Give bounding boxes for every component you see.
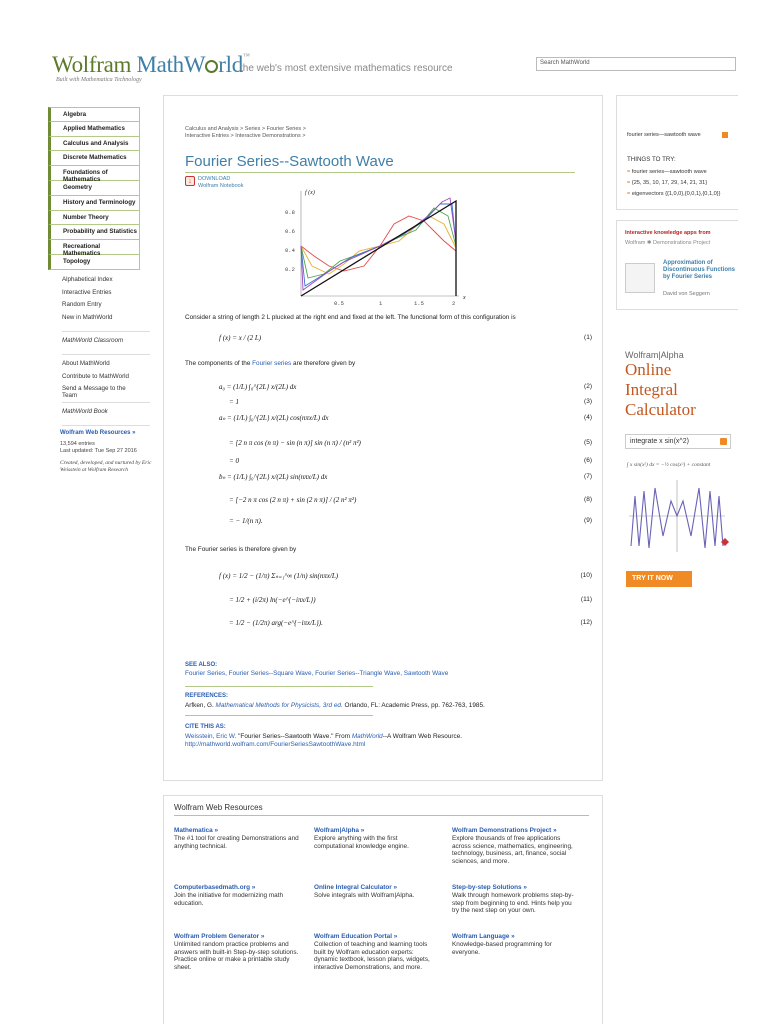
topic-link[interactable]: Algebra xyxy=(48,107,140,122)
author-link[interactable]: Weisstein, Eric W. xyxy=(185,733,237,740)
see-also-links[interactable]: Fourier Series, Fourier Series--Square Wave, Fourier Series--Triangle Wave, Sawtooth Wave xyxy=(185,670,449,677)
nav-divider xyxy=(62,402,150,403)
header xyxy=(0,0,768,95)
nav-divider xyxy=(62,331,150,332)
left-nav xyxy=(48,107,140,431)
nav-divider xyxy=(62,425,150,426)
things-to-try-list xyxy=(627,167,720,200)
article xyxy=(163,95,603,781)
equation: = 1 xyxy=(229,398,239,406)
topic-link[interactable]: Geometry xyxy=(48,181,140,196)
nav-links xyxy=(48,270,140,426)
resource-item xyxy=(174,933,299,971)
integral-plot xyxy=(625,476,731,556)
equation: f (x) = x / (2 L) xyxy=(219,334,262,342)
topic-link[interactable]: Calculus and Analysis xyxy=(48,137,140,152)
bullet-icon: = xyxy=(627,180,632,186)
paragraph-2: The components of the Fourier series are therefore given by xyxy=(185,360,356,367)
logo-math: MathW rld xyxy=(136,52,243,77)
resource-item xyxy=(314,933,439,971)
nav-link[interactable]: Interactive Entries xyxy=(62,288,112,296)
equation-number: (11) xyxy=(580,596,592,603)
resource-link[interactable]: Mathematica » xyxy=(174,827,219,834)
integral-input[interactable]: integrate x sin(x^2) xyxy=(625,434,731,449)
last-updated: Last updated: Tue Sep 27 2016 xyxy=(60,448,137,454)
resource-link[interactable]: Wolfram Education Portal » xyxy=(314,933,398,940)
go-icon[interactable] xyxy=(722,132,728,138)
resource-description: Knowledge-based programming for everyone. xyxy=(452,941,552,956)
breadcrumb xyxy=(185,126,445,140)
equation-number: (5) xyxy=(584,439,592,446)
equation: = [−2 n π cos (2 n π) + sin (2 n π)] / (2 n² π²) xyxy=(229,496,357,504)
resource-link[interactable]: Wolfram|Alpha » xyxy=(314,827,365,834)
plot-ylabel: f (x) xyxy=(305,190,315,196)
title-divider xyxy=(185,172,575,173)
references-heading: REFERENCES: xyxy=(185,693,229,699)
tagline: the web's most extensive mathematics resource xyxy=(240,63,453,74)
integral-calculator-ad: Wolfram|Alpha Online Integral Calculator xyxy=(625,350,735,420)
resource-item xyxy=(314,884,439,900)
demo-title-link[interactable]: Approximation of Discontinuous Functions by Fourier Series xyxy=(663,260,735,280)
plot-y-tick: 0.2 xyxy=(285,266,295,273)
section-divider xyxy=(185,715,373,716)
plot-y-tick: 0.8 xyxy=(285,209,295,216)
nav-link[interactable]: Contribute to MathWorld xyxy=(62,372,129,380)
resource-description: Join the initiative for modernizing math education. xyxy=(174,892,284,907)
credit: Created, developed, and nurtured by Eric Weisstein at Wolfram Research xyxy=(60,460,152,473)
breadcrumb-line[interactable]: Interactive Entries > Interactive Demonstrations > xyxy=(185,133,306,139)
nav-link[interactable]: Alphabetical Index xyxy=(62,275,113,283)
demo-thumbnail[interactable] xyxy=(625,263,655,293)
logo-subtitle: Built with Mathematica Technology xyxy=(56,77,142,83)
resource-link[interactable]: Step-by-step Solutions » xyxy=(452,884,527,891)
equation: f (x) = 1/2 − (1/π) Σₙ₌₁^∞ (1/n) sin(nπx/L) xyxy=(219,572,339,580)
web-resources-link[interactable]: Wolfram Web Resources » xyxy=(60,430,136,436)
things-to-try-heading: THINGS TO TRY: xyxy=(627,156,676,163)
resource-description: Walk through homework problems step-by-step from beginning to end. Hints help you try the next step on your own. xyxy=(452,892,574,914)
equation: = [2 n π cos (n π) − sin (n π)] sin (n π) / (n² π²) xyxy=(229,439,361,447)
fourier-series-link[interactable]: Fourier series xyxy=(252,360,292,367)
equation: aₙ = (1/L) ∫₀^{2L} x/(2L) cos(nπx/L) dx xyxy=(219,414,329,422)
cite-heading: CITE THIS AS: xyxy=(185,724,226,730)
equation-number: (1) xyxy=(584,334,592,341)
partial-sum-4 xyxy=(301,204,456,286)
globe-icon xyxy=(205,60,218,73)
resource-item xyxy=(174,827,299,850)
equation-number: (8) xyxy=(584,496,592,503)
resource-item xyxy=(452,933,577,956)
page-title: Fourier Series--Sawtooth Wave xyxy=(185,153,394,170)
wolfram-web-resources xyxy=(163,795,603,1024)
see-also-heading: SEE ALSO: xyxy=(185,662,218,668)
plot-y-tick: 0.4 xyxy=(285,247,295,254)
equation-number: (7) xyxy=(584,473,592,480)
equation-number: (9) xyxy=(584,517,592,524)
equation-number: (6) xyxy=(584,457,592,464)
integral-result: ∫ x sin(x²) dx = −½ cos(x²) + constant xyxy=(627,462,711,468)
equation-number: (2) xyxy=(584,383,592,390)
nav-link[interactable]: Random Entry xyxy=(62,301,102,309)
equation: = 1/2 − (1/2π) arg(−e^{−iπx/L}). xyxy=(229,619,323,627)
resource-link[interactable]: Computerbasedmath.org » xyxy=(174,884,256,891)
nav-link[interactable]: About MathWorld xyxy=(62,359,110,367)
try-suggestion[interactable]: = {25, 35, 10, 17, 29, 14, 21, 31} xyxy=(627,180,708,186)
equation-number: (10) xyxy=(580,572,592,579)
try-suggestion[interactable]: = fourier series—sawtooth wave xyxy=(627,169,707,175)
citation-url[interactable]: http://mathworld.wolfram.com/FourierSeriesSawtoothWave.html xyxy=(185,741,366,748)
resource-item xyxy=(452,884,577,915)
equation-number: (3) xyxy=(584,398,592,405)
citation: Weisstein, Eric W. "Fourier Series--Sawtooth Wave." From MathWorld--A Wolfram Web Resource. xyxy=(185,733,463,740)
partial-sum-5 xyxy=(301,198,456,290)
topic-link[interactable]: Topology xyxy=(48,255,140,270)
equation-number: (12) xyxy=(580,619,592,626)
mathworld-link[interactable]: MathWorld xyxy=(351,733,383,740)
topic-link[interactable]: Probability and Statistics xyxy=(48,225,140,240)
resource-description: Solve integrals with Wolfram|Alpha. xyxy=(314,892,415,899)
nav-divider xyxy=(62,354,150,355)
partial-sum-2 xyxy=(301,216,456,274)
topic-link[interactable]: Number Theory xyxy=(48,211,140,226)
plot-xlabel: x xyxy=(463,295,466,301)
equation: = 1/2 + (i/2π) ln(−e^{−iπx/L}) xyxy=(229,596,316,604)
resources-title: Wolfram Web Resources xyxy=(174,803,263,812)
resource-item xyxy=(314,827,439,850)
equation-number: (4) xyxy=(584,414,592,421)
resource-item xyxy=(174,884,299,907)
bullet-icon: = xyxy=(627,191,632,197)
entry-count: 13,594 entries xyxy=(60,441,95,447)
topic-link[interactable]: Foundations of Mathematics xyxy=(48,166,140,181)
topic-list xyxy=(48,107,140,270)
plot-x-tick: 0.5 xyxy=(334,300,344,306)
partial-sum-1 xyxy=(301,216,456,271)
nav-link-classroom[interactable]: MathWorld Classroom xyxy=(62,336,124,344)
paragraph-3: The Fourier series is therefore given by xyxy=(185,546,297,553)
plot-y-tick: 0.6 xyxy=(285,228,295,235)
sawtooth-function xyxy=(301,201,456,296)
sawtooth-plot xyxy=(284,186,474,306)
search-input[interactable]: Search MathWorld xyxy=(536,57,736,71)
go-icon[interactable] xyxy=(720,438,727,445)
equation: a₀ = (1/L) ∫₀^{2L} x/(2L) dx xyxy=(219,383,297,391)
breadcrumb-line[interactable]: Calculus and Analysis > Series > Fourier Series > xyxy=(185,126,306,132)
nav-link[interactable]: New in MathWorld xyxy=(62,314,113,322)
demonstrations-box xyxy=(616,220,738,310)
nav-link[interactable]: Send a Message to the Team xyxy=(62,385,126,400)
download-notebook-button[interactable]: ↓ DOWNLOAD Wolfram Notebook xyxy=(185,176,243,189)
download-icon: ↓ xyxy=(185,176,195,186)
resource-description: Explore thousands of free applications across science, mathematics, engineering, technology, business, art, finance, social sciences, and more. xyxy=(452,835,573,865)
nav-link-book[interactable]: MathWorld Book xyxy=(62,408,108,416)
bullet-icon: = xyxy=(627,169,632,175)
resource-link[interactable]: Online Integral Calculator » xyxy=(314,884,398,891)
section-divider xyxy=(185,686,373,687)
resource-description: The #1 tool for creating Demonstrations and anything technical. xyxy=(174,835,299,850)
topic-link[interactable]: Discrete Mathematics xyxy=(48,151,140,166)
paragraph-1: Consider a string of length 2 L plucked at the right end and fixed at the left. The functional form of this configuration is xyxy=(185,314,516,321)
mathworld-logo[interactable]: Wolfram MathW rld™ xyxy=(52,52,250,77)
web-resources-box xyxy=(60,430,160,473)
resources-divider xyxy=(174,815,589,816)
resource-link[interactable]: Wolfram Problem Generator » xyxy=(174,933,265,940)
resource-description: Explore anything with the first computational knowledge engine. xyxy=(314,835,409,850)
resource-item xyxy=(452,827,577,865)
topic-link[interactable]: Recreational Mathematics xyxy=(48,240,140,255)
plot-x-tick: 1.5 xyxy=(414,300,424,306)
try-it-now-button[interactable]: TRY IT NOW xyxy=(626,571,692,587)
equation: bₙ = (1/L) ∫₀^{2L} x/(2L) sin(nπx/L) dx xyxy=(219,473,328,481)
try-suggestion[interactable]: = eigenvectors {{1,0,0},{0,0,1},{0,1,0}} xyxy=(627,191,721,197)
wolfram-alpha-brand: Wolfram|Alpha xyxy=(625,350,684,360)
resource-description: Unlimited random practice problems and answers with built-in Step-by-step solutions. Practice online or make a printable study sheet. xyxy=(174,941,299,971)
equation: = 0 xyxy=(229,457,239,465)
resource-description: Collection of teaching and learning tools built by Wolfram education experts: dynamic textbook, lesson plans, widgets, interactive Demonstrations, and more. xyxy=(314,941,430,971)
demonstrations-brand[interactable]: Wolfram ✱ Demonstrations Project xyxy=(625,240,711,246)
plot-x-tick: 1 xyxy=(379,300,383,306)
topic-link[interactable]: History and Terminology xyxy=(48,196,140,211)
wolfram-alpha-suggestions xyxy=(616,95,738,210)
plot-x-tick: 2 xyxy=(452,300,456,306)
demo-author: David von Seggern xyxy=(663,291,710,297)
reference-entry: Arfken, G. Mathematical Methods for Physicists, 3rd ed. Orlando, FL: Academic Press, pp. 762-763, 1985. xyxy=(185,702,485,709)
demonstrations-heading: Interactive knowledge apps from xyxy=(625,230,711,236)
resource-link[interactable]: Wolfram Demonstrations Project » xyxy=(452,827,557,834)
query-link[interactable]: fourier series—sawtooth wave xyxy=(627,132,701,138)
topic-link[interactable]: Applied Mathematics xyxy=(48,122,140,137)
resource-link[interactable]: Wolfram Language » xyxy=(452,933,515,940)
equation: = − 1/(n π). xyxy=(229,517,263,525)
reference-book-link[interactable]: Mathematical Methods for Physicists, 3rd ed. xyxy=(215,702,343,709)
